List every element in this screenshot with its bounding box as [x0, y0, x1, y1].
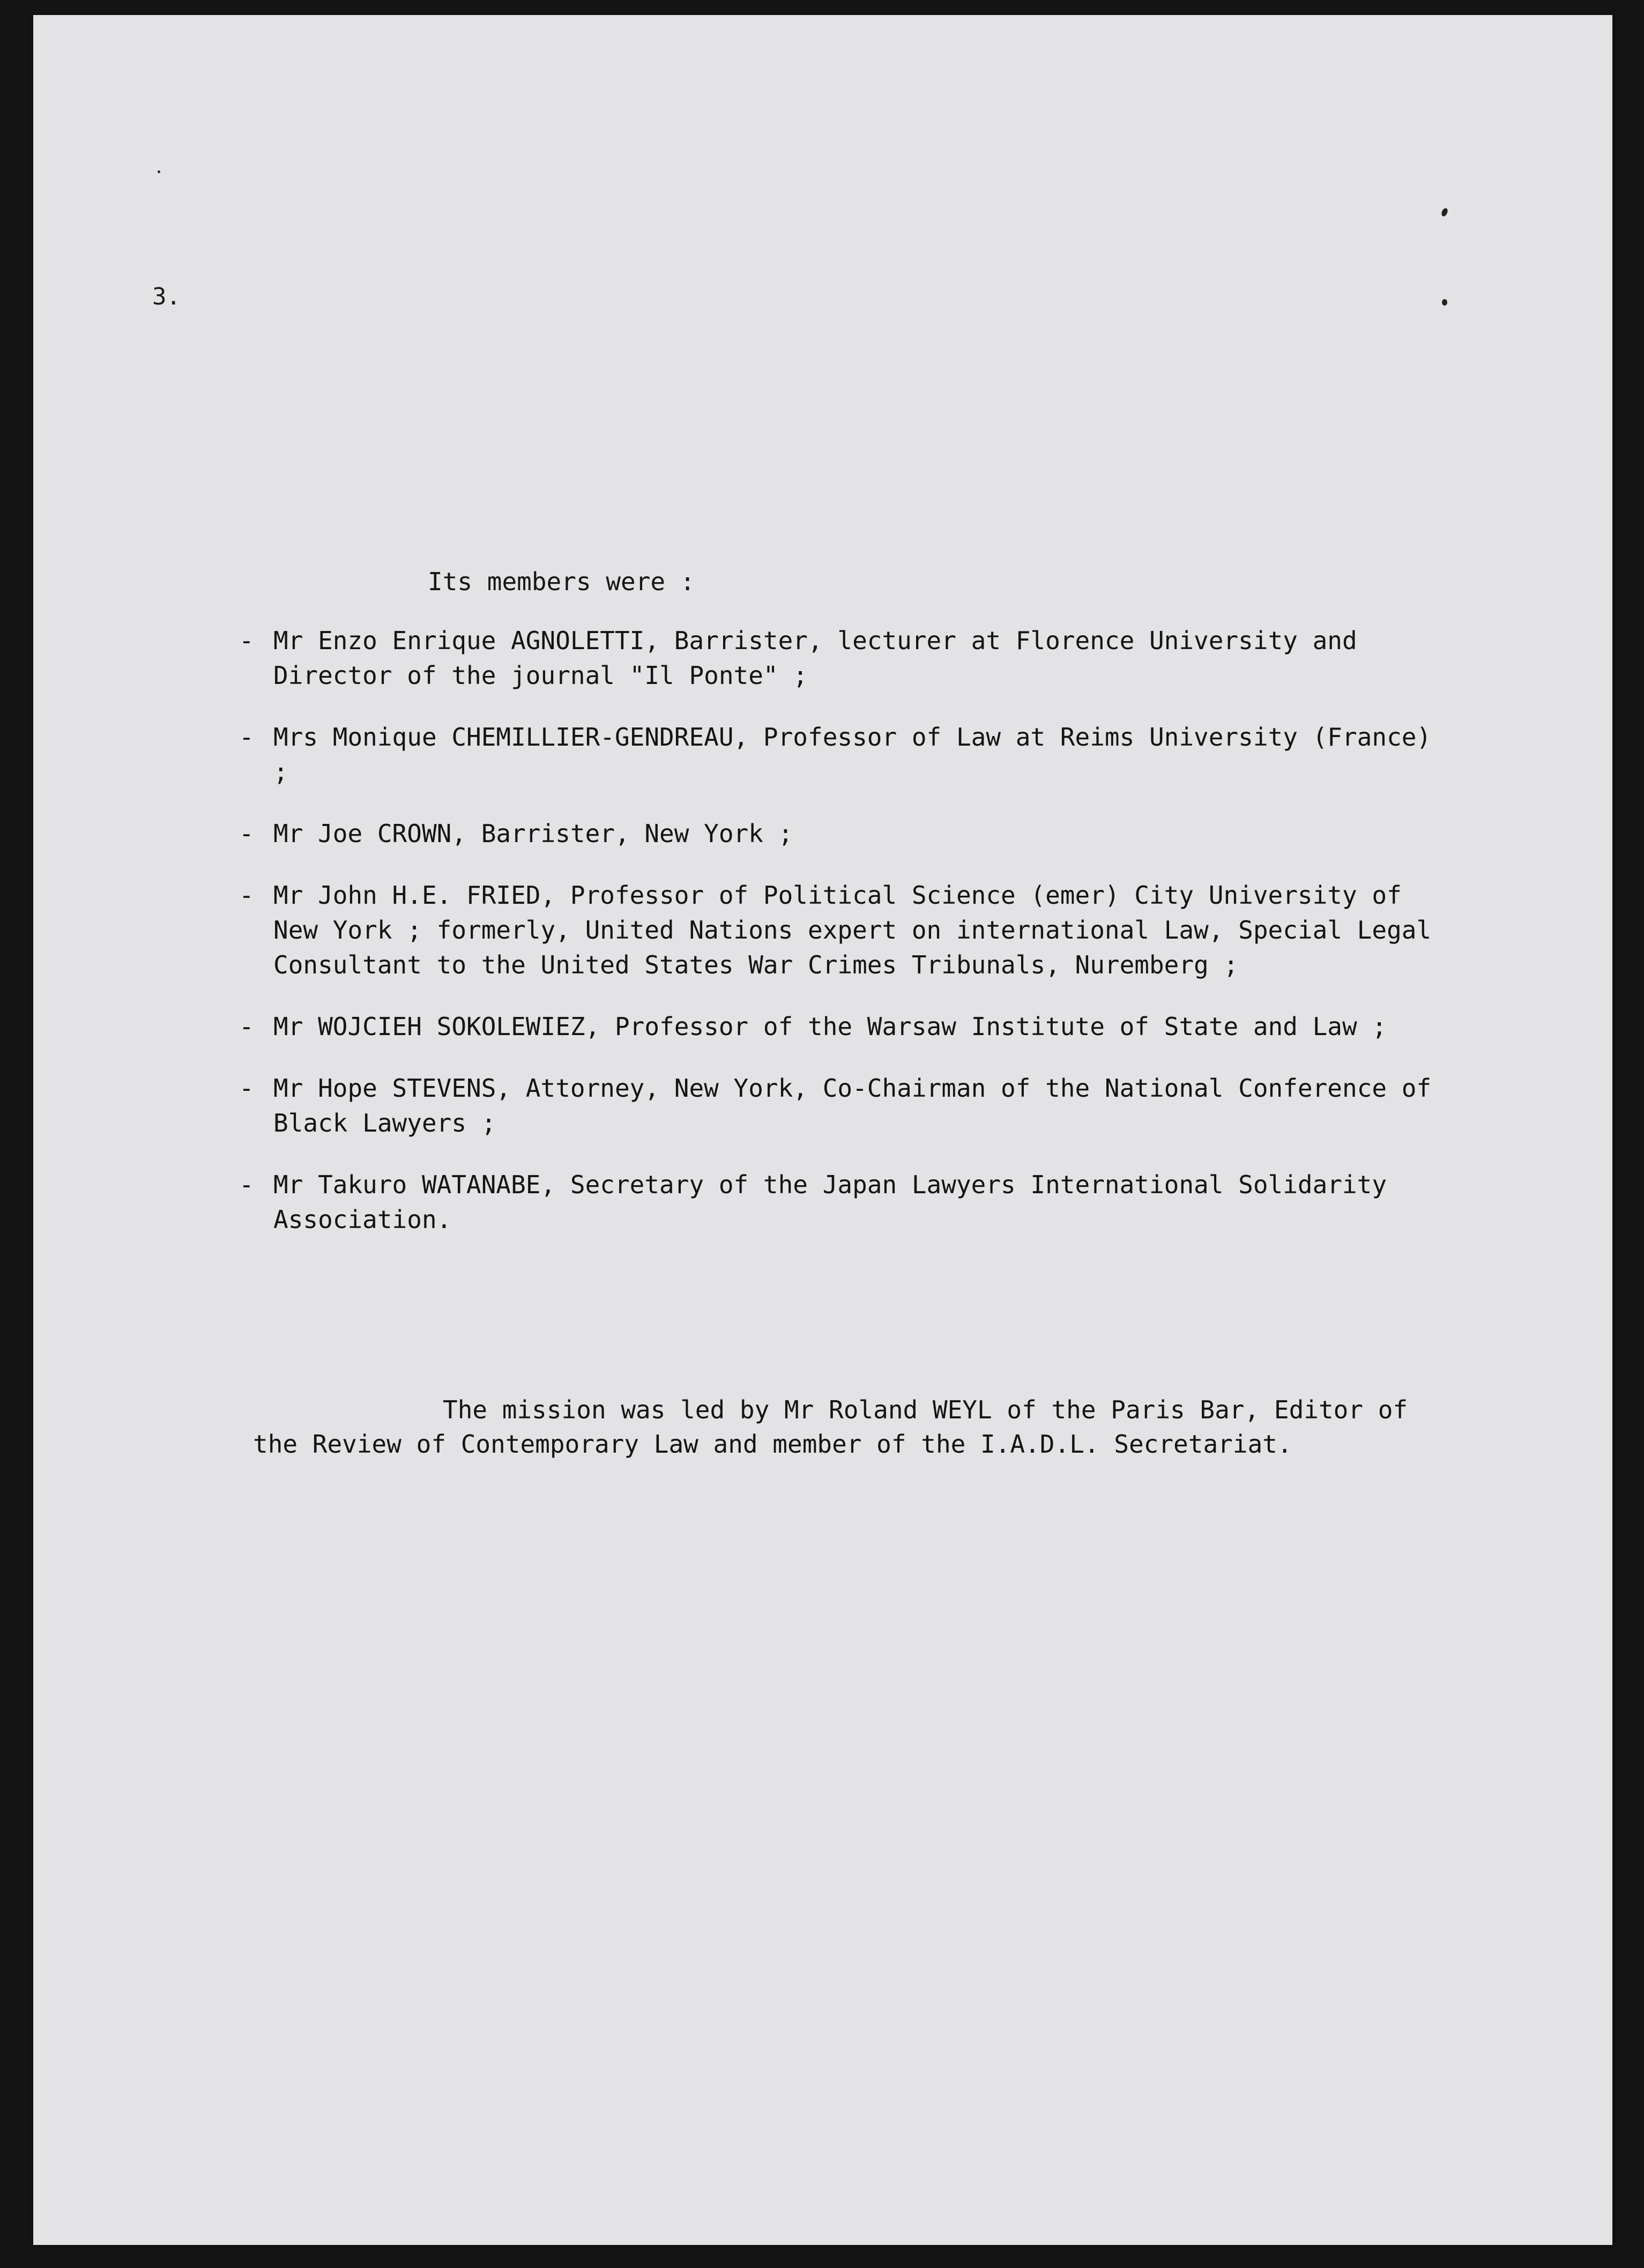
list-dash: -: [239, 881, 254, 910]
mission-paragraph: The mission was led by Mr Roland WEYL of the Paris Bar, Editor of the Review of Contemporary Law and member of the I.A.D.L. Secretariat.: [253, 1395, 1408, 1459]
list-dash: -: [239, 626, 254, 655]
list-dash: -: [239, 1012, 254, 1041]
members-list: [239, 623, 1445, 1264]
ink-speck: [1440, 207, 1449, 218]
member-text: Mr Enzo Enrique AGNOLETTI, Barrister, lecturer at Florence University and Director of the journal "Il Ponte" ;: [273, 626, 1357, 690]
ink-speck: [158, 170, 160, 173]
member-text: Mrs Monique CHEMILLIER-GENDREAU, Professor of Law at Reims University (France) ;: [273, 723, 1432, 786]
member-text: Mr Hope STEVENS, Attorney, New York, Co-Chairman of the National Conference of Black Lawyers ;: [273, 1074, 1432, 1137]
list-dash: -: [239, 1170, 254, 1199]
list-item: [239, 1009, 1445, 1044]
list-dash: -: [239, 1074, 254, 1103]
list-item: [239, 623, 1445, 693]
list-item: [239, 878, 1445, 983]
list-item: [239, 720, 1445, 790]
list-dash: -: [239, 723, 254, 752]
ink-speck: [1442, 299, 1447, 306]
members-intro: Its members were :: [428, 567, 695, 596]
list-dash: -: [239, 819, 254, 848]
member-text: Mr Joe CROWN, Barrister, New York ;: [273, 819, 793, 848]
list-item: [239, 1168, 1445, 1237]
list-item: [239, 1071, 1445, 1141]
member-text: Mr Takuro WATANABE, Secretary of the Japan Lawyers International Solidarity Association.: [273, 1170, 1387, 1234]
list-item: [239, 816, 1445, 851]
page-number: 3.: [152, 283, 181, 310]
member-text: Mr WOJCIEH SOKOLEWIEZ, Professor of the Warsaw Institute of State and Law ;: [273, 1012, 1387, 1041]
document-page: [33, 15, 1612, 2245]
member-text: Mr John H.E. FRIED, Professor of Political Science (emer) City University of New York ; formerly, United Nations expert on international Law, Special Legal Consultant to the United States War Crimes Tribunals, Nuremberg ;: [273, 881, 1432, 979]
